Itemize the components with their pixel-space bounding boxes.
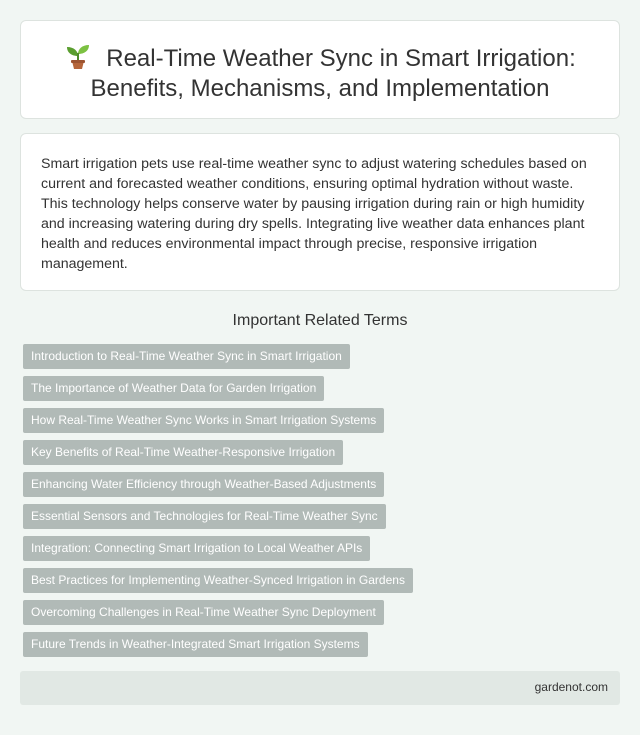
footer-bar — [20, 671, 620, 705]
related-term-link[interactable]: Enhancing Water Efficiency through Weather-Based Adjustments — [23, 472, 384, 497]
related-term-link[interactable]: Introduction to Real-Time Weather Sync in Smart Irrigation — [23, 344, 350, 369]
related-term-link[interactable]: Essential Sensors and Technologies for Real-Time Weather Sync — [23, 504, 386, 529]
description-card — [20, 133, 620, 291]
title-card — [20, 20, 620, 119]
related-terms-heading: Important Related Terms — [232, 312, 408, 329]
description-text: Smart irrigation pets use real-time weather sync to adjust watering schedules based on current and forecasted weather conditions, ensuring optimal hydration without waste. This technology helps conserve water by pausing irrigation during rain or high humidity and increasing watering during dry spells. Integrating live weather data enhances plant health and reduces environmental impact through precise, responsive irrigation management. — [41, 156, 587, 272]
title-line-2: Benefits, Mechanisms, and Implementation — [90, 75, 550, 102]
related-terms-list — [23, 344, 413, 664]
page-title — [21, 43, 619, 104]
related-term-link[interactable]: Integration: Connecting Smart Irrigation to Local Weather APIs — [23, 536, 370, 561]
related-term-link[interactable]: Best Practices for Implementing Weather-Synced Irrigation in Gardens — [23, 568, 413, 593]
footer-site-name: gardenot.com — [534, 680, 608, 694]
related-term-link[interactable]: Key Benefits of Real-Time Weather-Responsive Irrigation — [23, 440, 343, 465]
related-term-link[interactable]: The Importance of Weather Data for Garden Irrigation — [23, 376, 324, 401]
related-term-link[interactable]: Future Trends in Weather-Integrated Smart Irrigation Systems — [23, 632, 368, 657]
related-term-link[interactable]: Overcoming Challenges in Real-Time Weather Sync Deployment — [23, 600, 384, 625]
sprout-icon — [64, 43, 92, 69]
related-term-link[interactable]: How Real-Time Weather Sync Works in Smart Irrigation Systems — [23, 408, 384, 433]
title-line-1: Real-Time Weather Sync in Smart Irrigation: — [106, 45, 576, 72]
